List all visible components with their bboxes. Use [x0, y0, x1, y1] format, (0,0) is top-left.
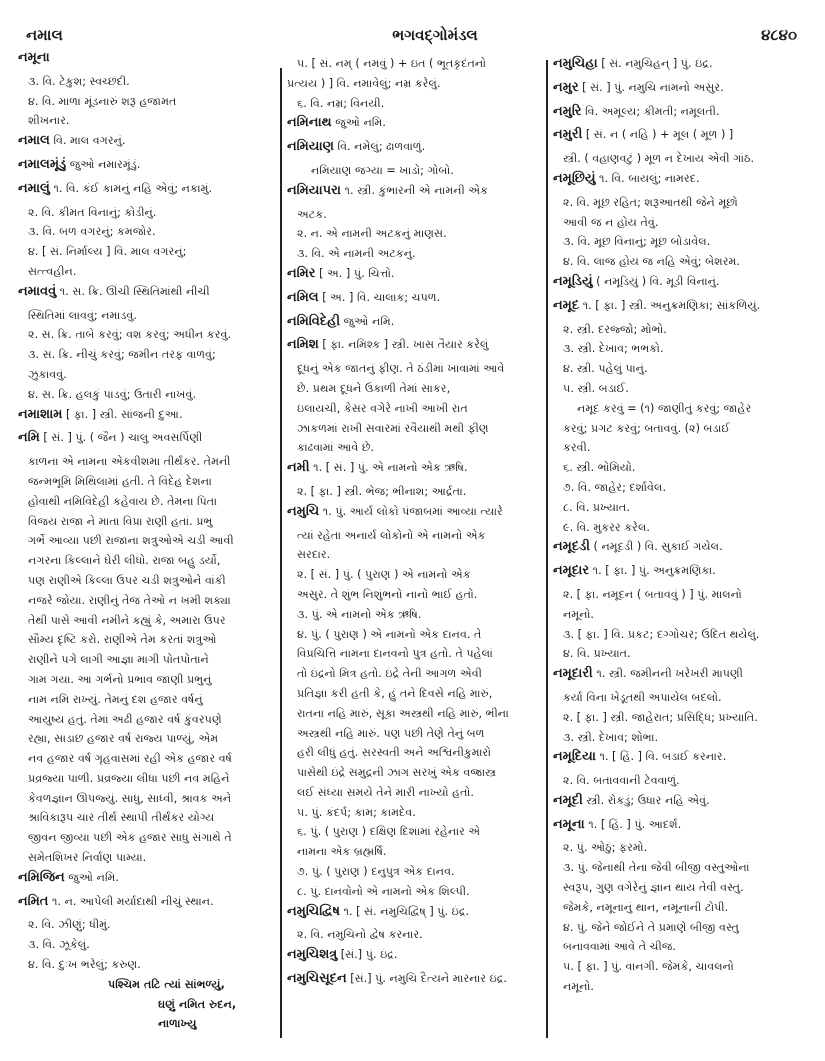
definition-line: નમૂનો.: [563, 980, 594, 994]
dictionary-entry: [553, 272, 811, 292]
headword: નમૂના: [18, 50, 50, 65]
headword: નમૂદી: [553, 792, 583, 808]
dictionary-entry: [18, 131, 274, 151]
headword: નમિત: [18, 893, 49, 909]
definition-line: ૨. વિ. નમુચિનો દ્વેષ કરનાર.: [297, 928, 423, 942]
headword: નમુચિહા: [553, 56, 598, 71]
dictionary-entry: [18, 155, 274, 175]
definition-line: ૩. વિ. બળ વગરનું; કમજોર.: [28, 225, 156, 239]
definition-line: પાસેથી ઇંદ્રે સમુદ્રની ઝાગ સરખું એક વજ્રાસ્ત્ર: [297, 766, 497, 780]
page-number: ૪૮૪૦: [761, 26, 797, 44]
definition-text: ૧. [ ફા. ] પું. અનુક્રમણિકા.: [589, 564, 716, 578]
definition-line: ૮. પું. દાનવોનો એ નામનો એક શિલ્પી.: [297, 884, 470, 898]
headword: નમિર: [287, 265, 316, 281]
dictionary-entry: [287, 137, 540, 157]
definition-text: ( નમૂદડી ) વિ. સુકાઈ ગયેલ.: [590, 540, 723, 554]
definition-line: ૪. વિ. પ્રખ્યાત.: [563, 647, 631, 661]
dictionary-entry: [553, 664, 811, 684]
definition-line: સમેતશિખર નિર્વાણ પામ્યા.: [28, 851, 147, 865]
headword: નમાવવું: [18, 283, 57, 299]
dictionary-entry: [287, 969, 540, 989]
definition-text: ૧. સ્ત્રી. કુંભારની એ નામની એક: [340, 183, 489, 197]
dictionary-entry: [18, 282, 274, 302]
definition-text: ૧. સ્ત્રી. જમીનની ખરેખરી માપણી: [592, 667, 743, 681]
definition-line: ઇલાયચી, કેસર વગેરે નાખી આખી રાત: [297, 401, 468, 415]
definition-text: [ સં. ] પું. નમુચિ નામનો અસુર.: [578, 80, 724, 94]
definition-line: આવી જ ન હોય તેવું.: [563, 215, 659, 229]
headword: નમૂદાર: [553, 563, 590, 579]
definition-line: ૨. ન. એ નામની અટકનું માણસ.: [297, 227, 447, 241]
definition-line: ૨. વિ. કીમત વિનાનું; કોડીનું.: [28, 205, 157, 219]
definition-line: સ્વરૂપ, ગુણ વગેરેનું જ્ઞાન થાય તેવી વસ્તુ.: [563, 881, 744, 895]
definition-line: ૪. પું. જેને જોઈને તે પ્રમાણે બીજી વસ્તુ: [563, 920, 739, 934]
dictionary-entry: [553, 296, 811, 316]
definition-line: ૪. પું. ( પુરાણ ) એ નામનો એક દાનવ. તે: [297, 627, 482, 641]
definition-text: ૧. ન. આપેલી મર્યાદાથી નીચું સ્થાન.: [48, 894, 214, 908]
headword: નમુરિ: [553, 103, 582, 119]
headword: નમિજિન: [18, 869, 65, 885]
definition-line: ઝાકળમાં રાખી સવારમાં રવૈયાથી મથી ફીણ: [297, 421, 489, 435]
definition-text: ૧. સ. ક્રિ. ઊંચી સ્થિતિમાંથી નીચી: [56, 284, 210, 298]
definition-line: ૨. [ સં. ] પું. ( પુરાણ ) એ નામનો એક: [297, 568, 471, 582]
dictionary-entry: [553, 561, 811, 581]
definition-line: અસ્ત્રથી નહિ મારું. પણ પછી તેણે તેનું બળ: [297, 726, 485, 740]
definition-line: ૩. સ્ત્રી. દેખાવ; ભભકો.: [563, 342, 664, 356]
definition-text: [સં.] પું. નમુચિ દૈત્યને મારનાર ઇંદ્ર.: [346, 972, 507, 986]
definition-text: જુઓ નમિ.: [64, 870, 119, 884]
dictionary-entry: [553, 537, 811, 557]
definition-line: અટક.: [297, 207, 327, 221]
column-3: [553, 54, 811, 997]
definition-text: [સં.] પું. ઇંદ્ર.: [337, 948, 398, 962]
definition-line: હોવાથી નમિવિદેહી કહેવાય છે. તેમના પિતા: [28, 494, 217, 508]
column-2: [287, 54, 540, 993]
dictionary-entry: [287, 113, 540, 133]
headword: નમિ: [18, 430, 40, 446]
headword: નમૂદિયા: [553, 749, 596, 765]
definition-text: ૧. [ ફા. ] સ્ત્રી. અનુક્રમણિકા; સાંકળિયું.: [579, 298, 761, 312]
headword: નમાલું: [18, 180, 50, 196]
definition-line: સ્ત્રી. ( વહાણવટું ) મૂળ ન દેખાય એવી ગાંઠ.: [563, 152, 755, 166]
usage-example: નમિયાણ જગ્યા = ખાડો; ગોબો.: [311, 163, 454, 177]
definition-text: ૧. વિ. કંઈ કામનું નહિ એવું; નકામું.: [49, 181, 213, 195]
headword: નમુચિશત્રુ: [287, 947, 338, 963]
definition-text: [ સં. નમુચિહન્ ] પું. ઇંદ્ર.: [597, 57, 713, 70]
definition-line: દૂધનું એક જાતનું ફીણ. તે ઠંડીમાં ખાવામાં આવે: [297, 362, 505, 376]
definition-line: ૩. [ ફા. ] વિ. પ્રકટ; દગ્ગોચર; ઉદિત થયેલું.: [563, 627, 760, 641]
definition-line: ૫. [ ફા. ] પું. વાનગી. જેમકે, ચાવલનો: [563, 960, 734, 974]
definition-line: લઈ સંધ્યા સમયે તેને મારી નાખ્યો હતો.: [297, 785, 474, 799]
definition-text: ૧. [ સં. નમુચિદ્વિષ્ ] પું. ઇંદ્ર.: [339, 904, 470, 918]
definition-line: સરદાર.: [297, 548, 331, 562]
definition-line: ૨. [ ફા. ] સ્ત્રી. ભેજ; ભીનાશ; આર્દ્રતા.: [297, 484, 467, 498]
dictionary-entry: [553, 78, 811, 98]
definition-text: [ ફા. નમિશ્ક ] સ્ત્રી. ખાસ તૈયાર કરેલું: [318, 338, 489, 352]
definition-line: વિપ્રચિત્તિ નામના દાનવનો પુત્ર હતો. તે પહેલાં: [297, 647, 493, 661]
dictionary-entry: [18, 179, 274, 199]
definition-line: ૪. [ સં. નિર્માલ્ય ] વિ. માલ વગરનું;: [28, 245, 187, 259]
definition-line: ૩. પું. એ નામનો એક ઋષિ.: [297, 607, 422, 621]
headword: નમી: [287, 460, 310, 476]
dictionary-entry: [18, 428, 274, 448]
definition-text: ( નમૂડિયું ) વિ. મૂડી વિનાનું.: [592, 274, 720, 288]
definition-text: ૧. વિ. બાયલું; નામરદ.: [595, 171, 700, 185]
headword: નમૂદ: [553, 297, 580, 313]
definition-line: ૫. પું. કંદર્પ; કામ; કામદેવ.: [297, 805, 416, 819]
headword: નમૂના: [553, 816, 585, 832]
definition-line: ૪. વિ. લાજ હોય જ નહિ એવું; બેશરમ.: [563, 255, 740, 269]
definition-line: નજરે જોયા. રાણીનું તેજ તેઓ ન ખમી શક્યા: [28, 593, 231, 607]
definition-line: ૨. સ્ત્રી. દરજ્જો; મોભો.: [563, 322, 667, 336]
definition-line: શીખનાર.: [28, 114, 70, 128]
definition-line: ૩. સ. ક્રિ. નીચું કરવું; જમીન તરફ વાળવું;: [28, 348, 216, 362]
definition-line: જન્મભૂમિ મિથિલામાં હતી. તે વિદેહ દેશના: [28, 474, 212, 488]
definition-text: ૧. પું. આર્ય લોકો પંજાબમાં આવ્યા ત્યારે: [319, 504, 503, 518]
definition-line: ગર્ભે આવ્યા પછી રાજાના શત્રુઓએ ચડી આવી: [28, 534, 234, 548]
definition-line: ૩. વિ. ઝૂકેલું.: [28, 938, 90, 952]
headword: નમિનાથ: [287, 115, 332, 131]
definition-line: જેમકે, નમૂનાનું થાન, નમૂનાની ટોપી.: [563, 900, 729, 914]
book-title: ભગવદ્ગોમંડલ: [392, 26, 478, 44]
headword: નમિયાણ: [287, 139, 334, 155]
definition-line: આયુષ્ય હતું. તેમાં અઢી હજાર વર્ષ કુંવરપણે: [28, 712, 222, 726]
definition-line: શ્રાવિકારૂપ ચાર તીર્થ સ્થાપી તીર્થંકર યોગ્ય: [28, 811, 215, 825]
definition-line: પ્રત્યય ) ] વિ. નમાવેલું; નમ્ર કરેલું.: [287, 76, 441, 90]
headword: નમૂદડી: [553, 539, 590, 555]
usage-example: નમૂદ કરવું = (૧) જાણીતું કરવું; જાહેર: [577, 401, 752, 415]
dictionary-entry: [287, 264, 540, 284]
definition-text: [ સં. ] પું. ( જૈન ) ચાલુ અવસર્પિણી: [39, 431, 203, 445]
definition-line: ૮. વિ. પ્રખ્યાત.: [563, 500, 630, 514]
definition-text: જુઓ નમિ.: [340, 314, 395, 328]
quotation-line: પશ્ચિમ તટિ ત્યાં સાંભળ્યું,: [108, 977, 225, 991]
definition-line: ૨. વિ. બતાવવાની ટેવવાળું.: [563, 774, 680, 788]
definition-line: કરવી.: [563, 441, 591, 455]
definition-line: વિજય રાજા ને માતા વિપ્રા રાણી હતાં. પ્રભુ: [28, 514, 213, 528]
column-divider: [280, 68, 282, 1038]
definition-line: સૌમ્ય દૃષ્ટિ કરો. રાણીએ તેમ કરતાં શત્રુઓ: [28, 633, 217, 647]
definition-text: જુઓ નમિ.: [331, 116, 386, 130]
dictionary-entry: [287, 502, 540, 522]
definition-line: અસુર. તે શુંભ નિશુંભનો નાનો ભાઈ હતો.: [297, 587, 478, 601]
definition-line: ૨. પું. ઓઠું; ફરમો.: [563, 841, 648, 855]
definition-line: ૪. વિ. દુઃખ ભરેલું; કરુણ.: [28, 958, 141, 972]
definition-line: ૩. વિ. મૂછ વિનાનું; મૂછ બોડાવેલ.: [563, 235, 711, 249]
guide-word: નમાલ: [26, 26, 63, 44]
dictionary-entry: [287, 181, 540, 201]
headword: નમુચિદ્વિષ: [287, 903, 340, 919]
definition-line: ૩. વિ. એ નામની અટકનું.: [297, 247, 416, 261]
definition-text: ૧. [ હિં. ] વિ. બડાઈ કરનાર.: [595, 750, 727, 764]
quotation-line: ઘણું નમિત રુદન, નાળાખ્યુ: [158, 997, 237, 1031]
dictionary-entry: [18, 868, 274, 888]
definition-text: વિ. માલ વગરનું.: [49, 134, 126, 148]
headword: નમૂછિયું: [553, 170, 596, 186]
definition-line: નામ નમિ રાખ્યું. તેમનું દશ હજાર વર્ષનું: [28, 692, 203, 706]
headword: નમિલ: [287, 289, 319, 305]
definition-line: રહ્યા, સાડાછ હજાર વર્ષ રાજ્ય પાળ્યું, એમ: [28, 732, 219, 746]
definition-line: ૬. સ્ત્રી. ભોમિયો.: [563, 461, 636, 475]
definition-text: [ અ. ] વિ. ચાલાક; ચપળ.: [318, 290, 441, 304]
definition-line: ૨. વિ. મૂછ રહિત; શરૂઆતથી જેને મૂછો: [563, 195, 738, 209]
dictionary-entry: [287, 902, 540, 922]
dictionary-entry: [18, 405, 274, 425]
definition-line: જીવન જીવ્યા પછી એક હજાર સાધુ સંગાથે તે: [28, 831, 232, 845]
definition-line: નગરના કિલ્લાને ઘેરી લીધો. રાજા બહુ ડર્યો,: [28, 554, 221, 568]
dictionary-entry: [287, 458, 540, 478]
definition-line: નમૂનો.: [563, 607, 594, 621]
page-header: [0, 26, 825, 50]
column-1: [18, 48, 274, 1034]
definition-text: ૧. [ સં. ] પું. એ નામનો એક ઋષિ.: [309, 461, 468, 475]
dictionary-entry: [287, 312, 540, 332]
definition-line: ૫. સ્ત્રી. બડાઈ.: [563, 381, 629, 395]
definition-line: કાળના એ નામના એકવીશમા તીર્થંકર. તેમની: [28, 455, 231, 469]
definition-line: ત્યાં રહેતા અનાર્ય લોકોનો એ નામનો એક: [297, 528, 486, 542]
definition-text: જુઓ નમારમૂંડું.: [66, 157, 141, 171]
definition-line: નામના એક બ્રહ્મર્ષિ.: [297, 845, 387, 859]
definition-line: સ્થિતિમાં લાવવું; નમાડવું.: [28, 308, 137, 322]
definition-line: ૨. [ ફા. નમૂદન ( બતાવવું ) ] પું. માલનો: [563, 587, 742, 601]
definition-line: ગામ ગયા. આ ગર્ભનો પ્રભાવ જાણી પ્રભુનું: [28, 672, 212, 686]
headword: નમાલમૂંડું: [18, 156, 67, 172]
definition-line: ૩. પું. જેનાથી તેના જેવી બીજી વસ્તુઓનાં: [563, 861, 750, 875]
dictionary-entry: [553, 169, 811, 189]
definition-line: કેવળજ્ઞાન ઊપજ્યું. સાધુ, સાધ્વી, શ્રાવક અને: [28, 791, 232, 805]
dictionary-entry: [287, 945, 540, 965]
dictionary-entry: [287, 335, 540, 355]
definition-line: પણ રાણીએ કિલ્લા ઉપર ચડી શત્રુઓને વાંકી: [28, 573, 226, 587]
dictionary-entry: [18, 892, 274, 912]
definition-line: ૪. વિ. માળા મૂંડનારું શરૂ હજામત: [28, 94, 177, 108]
headword: નમુચિસૂદન: [287, 971, 347, 987]
definition-line: ૫. [ સં. નમ્ ( નમવું ) + ઇત ( ભૂતકૃદંતનો: [297, 57, 487, 70]
definition-line: ૨. સ. ક્રિ. તાબે કરવું; વશ કરવું; અધીન કરવું.: [28, 328, 232, 342]
definition-line: ૪. સ્ત્રી. પહેલું પાનું.: [563, 362, 648, 376]
definition-line: હરી લીધું હતું. સરસ્વતી અને અશ્વિનીકુમારો: [297, 746, 492, 760]
definition-text: ૧. [ હિં. ] પું. આદર્શ.: [584, 817, 682, 831]
headword: નમિયાપરા: [287, 182, 341, 198]
headword: નમૂડિયું: [553, 273, 593, 289]
definition-line: ૨. વિ. ઝીણું; ધીમું.: [28, 918, 111, 932]
dictionary-entry: [18, 48, 274, 68]
definition-line: રાણીને પગે લાગી આજ્ઞા માગી પોતપોતાને: [28, 653, 209, 667]
definition-line: છે. પ્રથમ દૂધને ઉકાળી તેમાં સાકર,: [297, 381, 451, 395]
definition-line: કરવું; પ્રગટ કરવું; બતાવવું. (૨) બડાઈ: [563, 421, 731, 435]
dictionary-entry: [287, 288, 540, 308]
headword: નમૂદારી: [553, 666, 593, 682]
definition-line: ઝુકાવવું.: [28, 367, 67, 381]
definition-text: [ અ. ] પું. ચિત્તો.: [315, 266, 395, 280]
definition-line: કર્યા વિના ખેડૂતથી અપાયેલ બદલો.: [563, 690, 722, 704]
definition-text: વિ. અમૂલ્ય; કીમતી; નમૂલતી.: [581, 104, 720, 118]
dictionary-entry: [553, 125, 811, 145]
definition-line: પ્રવ્રજ્યા પાળી. પ્રવ્રજ્યા લીધા પછી નવ મહિને: [28, 771, 230, 785]
definition-text: સ્ત્રી. રોકડું; ઉધાર નહિ એવું.: [582, 793, 710, 807]
headword: નમુર: [553, 79, 579, 95]
definition-text: [ ફા. ] સ્ત્રી. સાંજની દુઆ.: [62, 407, 183, 421]
dictionary-entry: [553, 815, 811, 835]
definition-text: વિ. નમેલું; ઢાળવાળું.: [333, 140, 426, 154]
headword: નમાલ: [18, 133, 50, 149]
headword: નમુચિ: [287, 503, 320, 519]
dictionary-entry: [553, 54, 811, 74]
definition-text: [ સં. ન ( નહિ ) + મૂલ ( મૂળ ) ]: [582, 128, 734, 142]
definition-line: ૬. વિ. નમ્ર; વિનયી.: [297, 96, 385, 110]
headword: નમાશામ: [18, 406, 63, 422]
column-divider: [546, 60, 548, 1038]
definition-line: ૪. સ. ક્રિ. હલકું પાડવું; ઉતારી નાખવું.: [28, 387, 197, 401]
definition-line: રાતના નહિ મારું, સૂકા અસ્ત્રથી નહિ મારું, ભીના: [297, 706, 509, 720]
definition-line: ૬. પું. ( પુરાણ ) દક્ષિણ દિશામાં રહેનાર એ: [297, 825, 481, 839]
headword: નમિશ: [287, 337, 319, 353]
dictionary-entry: [553, 747, 811, 767]
definition-line: ૭. વિ. જાહેર; દર્શાવેલ.: [563, 480, 666, 494]
definition-line: ૩. સ્ત્રી. દેખાવ; શોભા.: [563, 730, 659, 744]
definition-line: સત્ત્વહીન.: [28, 264, 77, 278]
dictionary-entry: [553, 102, 811, 122]
definition-line: ૨. [ ફા. ] સ્ત્રી. જાહેરાત; પ્રસિદ્ધિ; પ્રખ્યાતિ.: [563, 710, 758, 724]
definition-line: ૯. વિ. મુકરર કરેલ.: [563, 520, 650, 534]
definition-line: ૩. વિ. ટેકુશ; સ્વચ્છંદી.: [28, 74, 130, 88]
definition-line: ૭. પું. ( પુરાણ ) દનુપુત્ર એક દાનવ.: [297, 865, 455, 879]
definition-line: કાઢવામાં આવે છે.: [297, 441, 375, 455]
definition-line: બનાવવામાં આવે તે ચીજ.: [563, 940, 676, 954]
dictionary-entry: [553, 791, 811, 811]
definition-line: તો ઇંદ્રનો મિત્ર હતો. ઇંદ્રે તેની આગળ એવી: [297, 667, 482, 681]
headword: નમિવિદેહી: [287, 313, 341, 329]
headword: નમુરી: [553, 127, 583, 143]
definition-line: તેથી પાસે આવી નમીને કહ્યું કે, અમારા ઉપર: [28, 613, 226, 627]
definition-line: નવ હજાર વર્ષ ગૃહવાસમાં રહી એક હજાર વર્ષ: [28, 752, 232, 766]
definition-line: પ્રતિજ્ઞા કરી હતી કે, હું તને દિવસે નહિ મારું,: [297, 686, 493, 700]
